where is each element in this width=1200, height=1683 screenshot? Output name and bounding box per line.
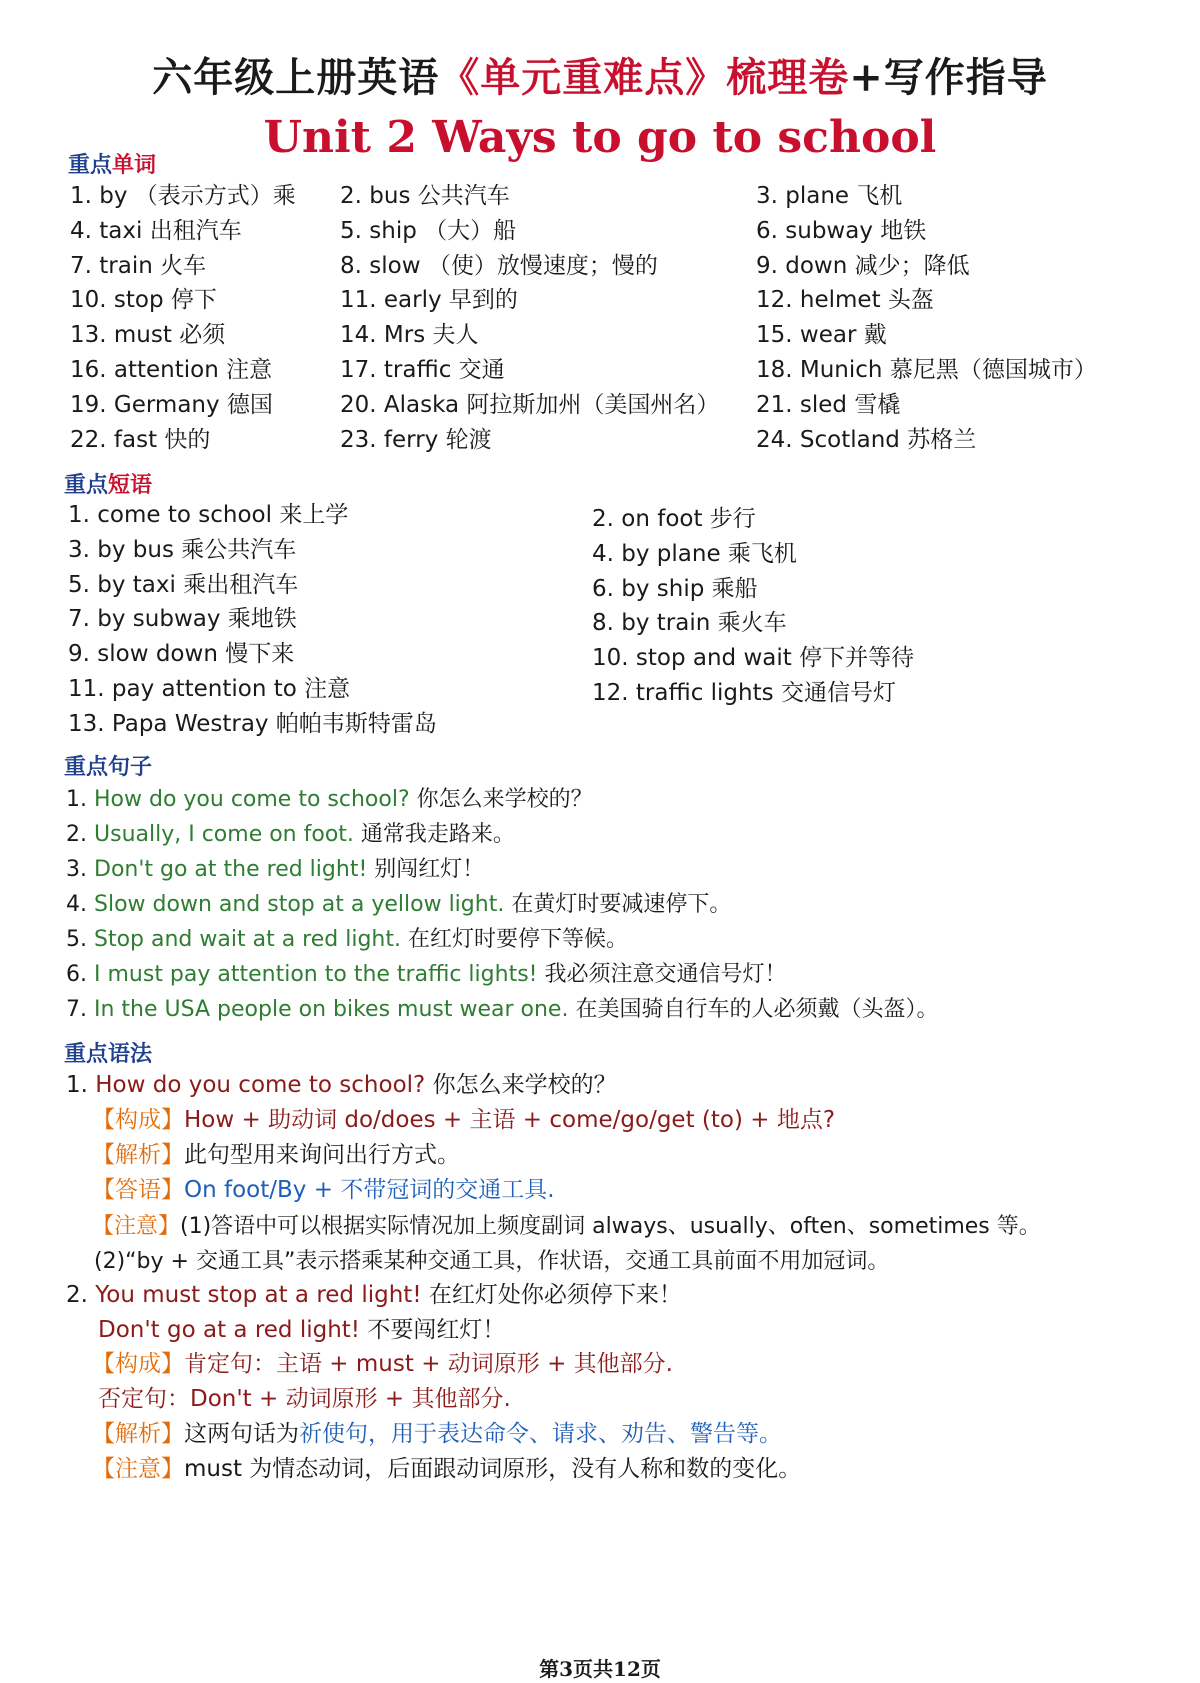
phrase-item (68, 570, 298, 600)
heading-part: 短语 (108, 472, 153, 498)
item-number: 4. (592, 540, 614, 567)
phrase-en: by subway (97, 606, 221, 633)
grammar-item-1 (66, 1070, 617, 1100)
phrase-zh: 步行 (709, 506, 756, 532)
tag-analysis: 【解析】 (92, 1421, 184, 1447)
section-heading-phrases (64, 468, 152, 499)
item-number: 1. (70, 183, 92, 209)
grammar-item-2 (66, 1280, 682, 1310)
phrase-item (592, 504, 756, 534)
word-item (756, 285, 934, 315)
word-en: Germany (113, 391, 220, 418)
word-en: ferry (383, 426, 439, 453)
word-en: early (383, 287, 442, 314)
word-en: Munich (799, 357, 883, 383)
sentence-item (66, 820, 515, 850)
sentence-zh: 别闯红灯！ (374, 857, 485, 882)
grammar-text: 这两句话为 (184, 1421, 299, 1447)
item-number: 3. (68, 536, 90, 563)
item-number: 1. (66, 1072, 88, 1098)
item-number: 1. (66, 787, 87, 812)
item-number: 2. (66, 1282, 88, 1308)
word-en: plane (785, 183, 850, 209)
word-zh: 地铁 (880, 217, 927, 244)
phrase-item (592, 643, 914, 673)
word-item (340, 251, 658, 281)
word-item (340, 285, 518, 315)
grammar-2-analysis (92, 1419, 782, 1449)
word-item (756, 251, 970, 281)
item-number: 11. (340, 287, 377, 314)
word-zh: 停下 (170, 287, 217, 314)
word-zh: 雪橇 (854, 391, 901, 418)
grammar-text: 祈使句，用于表达命令、请求、劝告、警告等。 (299, 1421, 782, 1447)
word-item (340, 390, 719, 420)
item-number: 10. (592, 645, 629, 672)
item-number: 6. (592, 575, 614, 602)
word-item (70, 425, 210, 455)
grammar-text: On foot/By + 不带冠词的交通工具. (184, 1177, 555, 1203)
word-en: ship (369, 217, 417, 244)
phrase-en: pay attention to (111, 676, 297, 702)
word-zh: 火车 (160, 252, 207, 279)
item-number: 16. (70, 357, 107, 383)
grammar-en: Don't go at a red light! (98, 1317, 361, 1343)
item-number: 3. (756, 183, 778, 209)
item-number: 14. (340, 322, 377, 349)
grammar-1-answer (92, 1175, 555, 1205)
section-heading-grammar: 重点语法 (64, 1041, 153, 1067)
word-zh: 头盔 (887, 287, 934, 314)
sentence-zh: 在美国骑自行车的人必须戴（头盔）。 (575, 997, 939, 1022)
phrase-item (68, 604, 297, 634)
word-zh: 必须 (179, 322, 226, 349)
sentence-item (66, 960, 787, 990)
grammar-text: (1)答语中可以根据实际情况加上频度副词 always、usually、often、sometimes 等。 (180, 1214, 1041, 1239)
word-item (756, 320, 887, 350)
item-number: 7. (70, 252, 92, 279)
word-zh: 轮渡 (445, 426, 492, 453)
item-number: 23. (340, 426, 377, 453)
word-zh: 夫人 (432, 322, 479, 349)
item-number: 6. (66, 962, 87, 987)
item-number: 8. (340, 252, 362, 279)
tag-note: 【注意】 (92, 1456, 184, 1482)
sentence-item (66, 995, 938, 1025)
phrase-zh: 乘出租汽车 (183, 571, 299, 598)
sentence-zh: 在黄灯时要减速停下。 (511, 892, 732, 917)
item-number: 10. (70, 287, 107, 314)
sentence-en: Usually, I come on foot. (94, 822, 354, 847)
sentence-en: In the USA people on bikes must wear one. (94, 997, 569, 1022)
word-item (70, 181, 296, 211)
grammar-1-analysis (92, 1140, 460, 1170)
word-item (756, 390, 900, 420)
phrase-en: by taxi (97, 571, 176, 598)
item-number: 18. (756, 357, 793, 383)
word-item (70, 320, 225, 350)
word-en: Scotland (799, 426, 900, 453)
item-number: 4. (70, 217, 92, 244)
grammar-1-note (92, 1212, 1041, 1242)
word-item (70, 251, 206, 281)
word-zh: 飞机 (856, 183, 903, 209)
word-item (340, 216, 516, 246)
word-zh: 慕尼黑（德国城市） (889, 357, 1097, 383)
phrase-item (592, 539, 797, 569)
tag-answer: 【答语】 (92, 1177, 184, 1203)
item-number: 2. (66, 822, 87, 847)
page-footer: 第3页共12页 (539, 1657, 661, 1681)
word-en: down (785, 252, 848, 279)
sentence-en: I must pay attention to the traffic lights! (94, 962, 538, 987)
grammar-text: 肯定句：主语 + must + 动词原形 + 其他部分. (184, 1351, 673, 1377)
word-en: must (113, 322, 172, 349)
tag-structure: 【构成】 (92, 1351, 184, 1377)
word-en: subway (785, 217, 873, 244)
phrase-item (68, 639, 294, 669)
word-en: train (99, 252, 153, 279)
sentence-item (66, 890, 731, 920)
item-number: 1. (68, 502, 90, 528)
item-number: 22. (70, 426, 107, 453)
item-number: 5. (340, 217, 362, 244)
word-zh: 阿拉斯加州（美国州名） (466, 391, 720, 418)
heading-part: 重点 (64, 472, 109, 498)
grammar-2-structure (92, 1349, 673, 1379)
grammar-zh: 在红灯处你必须停下来！ (428, 1282, 682, 1308)
item-number: 9. (68, 641, 90, 668)
item-number: 4. (66, 892, 87, 917)
item-number: 8. (592, 610, 614, 637)
grammar-text: 此句型用来询问出行方式。 (184, 1142, 460, 1168)
word-en: Alaska (383, 391, 460, 418)
item-number: 5. (68, 571, 90, 598)
phrase-item (592, 608, 787, 638)
phrase-item (592, 678, 896, 708)
phrase-zh: 注意 (304, 676, 351, 702)
page-subtitle: Unit 2 Ways to go to school (263, 112, 937, 163)
word-en: bus (369, 183, 411, 209)
word-item (340, 181, 510, 211)
word-zh: （使）放慢速度；慢的 (427, 252, 658, 279)
grammar-item-2b (98, 1315, 505, 1345)
heading-part: 单词 (112, 152, 157, 178)
title-part-1: 六年级上册英语 (152, 54, 440, 101)
item-number: 15. (756, 322, 793, 349)
item-number: 13. (70, 322, 107, 349)
item-number: 20. (340, 391, 377, 418)
word-zh: 德国 (226, 391, 273, 418)
item-number: 13. (68, 710, 105, 737)
word-zh: （大）船 (424, 217, 517, 244)
phrase-item (68, 709, 437, 739)
sentence-en: Don't go at the red light! (94, 857, 368, 882)
word-item (756, 425, 976, 455)
item-number: 12. (592, 680, 629, 706)
word-zh: （表示方式）乘 (134, 183, 296, 209)
grammar-2-note (92, 1454, 801, 1484)
word-zh: 减少；降低 (854, 252, 970, 279)
phrase-item (68, 500, 348, 530)
tag-structure: 【构成】 (92, 1107, 184, 1133)
word-item (70, 355, 272, 385)
word-en: helmet (799, 287, 881, 314)
word-zh: 交通 (458, 357, 505, 383)
grammar-text: must 为情态动词，后面跟动词原形，没有人称和数的变化。 (184, 1456, 802, 1482)
grammar-en: You must stop at a red light! (95, 1282, 422, 1308)
phrase-en: by plane (621, 540, 721, 567)
section-heading-sentences: 重点句子 (64, 754, 153, 780)
sentence-zh: 通常我走路来。 (360, 822, 515, 847)
item-number: 5. (66, 927, 87, 952)
word-zh: 早到的 (448, 287, 518, 314)
item-number: 24. (756, 426, 793, 453)
word-en: taxi (99, 217, 143, 244)
grammar-zh: 你怎么来学校的？ (432, 1072, 617, 1098)
phrase-en: by train (621, 610, 711, 637)
item-number: 7. (66, 997, 87, 1022)
tag-note: 【注意】 (92, 1214, 181, 1239)
phrase-zh: 交通信号灯 (780, 680, 896, 706)
grammar-1-note-2: (2)“by + 交通工具”表示搭乘某种交通工具，作状语，交通工具前面不用加冠词。 (94, 1249, 890, 1274)
item-number: 6. (756, 217, 778, 244)
sentence-item (66, 785, 593, 815)
phrase-item (592, 574, 758, 604)
word-zh: 苏格兰 (907, 426, 977, 453)
word-en: stop (113, 287, 164, 314)
item-number: 3. (66, 857, 87, 882)
item-number: 12. (756, 287, 793, 314)
word-item (756, 216, 926, 246)
phrase-zh: 慢下来 (225, 641, 295, 668)
phrase-en: traffic lights (635, 680, 774, 706)
word-item (756, 355, 1097, 385)
item-number: 2. (592, 506, 614, 532)
item-number: 17. (340, 357, 377, 383)
word-item (340, 355, 505, 385)
sentence-item (66, 925, 628, 955)
item-number: 7. (68, 606, 90, 633)
phrase-zh: 来上学 (279, 502, 349, 528)
word-zh: 注意 (226, 357, 273, 383)
word-en: fast (113, 426, 158, 453)
section-heading-words (68, 148, 156, 179)
page-title (0, 46, 1200, 103)
phrase-en: on foot (621, 506, 703, 532)
word-item (340, 425, 492, 455)
phrase-item (68, 535, 296, 565)
title-part-3: 梳理卷 (726, 54, 850, 101)
word-en: slow (369, 252, 421, 279)
phrase-zh: 帕帕韦斯特雷岛 (275, 710, 437, 737)
sentence-zh: 我必须注意交通信号灯！ (544, 962, 787, 987)
word-zh: 公共汽车 (417, 183, 510, 209)
phrase-en: stop and wait (635, 645, 792, 672)
word-en: traffic (383, 357, 452, 383)
grammar-zh: 不要闯红灯！ (367, 1317, 506, 1343)
word-item (756, 181, 902, 211)
phrase-en: by bus (97, 536, 174, 563)
phrase-zh: 乘火车 (717, 610, 787, 637)
phrase-en: come to school (97, 502, 272, 528)
word-zh: 戴 (863, 322, 887, 349)
word-en: attention (113, 357, 219, 383)
word-item (70, 216, 242, 246)
phrase-zh: 乘飞机 (727, 540, 797, 567)
phrase-zh: 乘公共汽车 (181, 536, 297, 563)
phrase-zh: 停下并等待 (799, 645, 915, 672)
phrase-zh: 乘船 (711, 575, 758, 602)
phrase-en: Papa Westray (111, 710, 269, 737)
grammar-1-structure (92, 1105, 835, 1135)
phrase-item (68, 674, 350, 704)
item-number: 9. (756, 252, 778, 279)
grammar-en: How do you come to school? (95, 1072, 426, 1098)
sentence-en: How do you come to school? (94, 787, 410, 812)
phrase-en: by ship (621, 575, 705, 602)
sentence-en: Slow down and stop at a yellow light. (94, 892, 505, 917)
item-number: 2. (340, 183, 362, 209)
word-zh: 出租汽车 (149, 217, 242, 244)
sentence-item (66, 855, 484, 885)
word-en: sled (799, 391, 848, 418)
item-number: 19. (70, 391, 107, 418)
word-item (70, 390, 273, 420)
grammar-2-structure-neg: 否定句：Don't + 动词原形 + 其他部分. (98, 1386, 511, 1412)
sentence-zh: 你怎么来学校的？ (416, 787, 593, 812)
phrase-en: slow down (97, 641, 218, 668)
phrase-zh: 乘地铁 (227, 606, 297, 633)
sentence-zh: 在红灯时要停下等候。 (407, 927, 628, 952)
word-en: wear (799, 322, 857, 349)
title-part-2: 《单元重难点》 (439, 54, 727, 101)
word-zh: 快的 (164, 426, 211, 453)
word-en: Mrs (383, 322, 426, 349)
heading-part: 重点 (68, 152, 113, 178)
item-number: 21. (756, 391, 793, 418)
item-number: 11. (68, 676, 105, 702)
word-en: by (99, 183, 128, 209)
tag-analysis: 【解析】 (92, 1142, 184, 1168)
title-part-4: +写作指导 (849, 54, 1048, 101)
word-item (70, 285, 217, 315)
sentence-en: Stop and wait at a red light. (94, 927, 401, 952)
word-item (340, 320, 479, 350)
grammar-text: How + 助动词 do/does + 主语 + come/go/get (to) + 地点? (184, 1107, 836, 1133)
